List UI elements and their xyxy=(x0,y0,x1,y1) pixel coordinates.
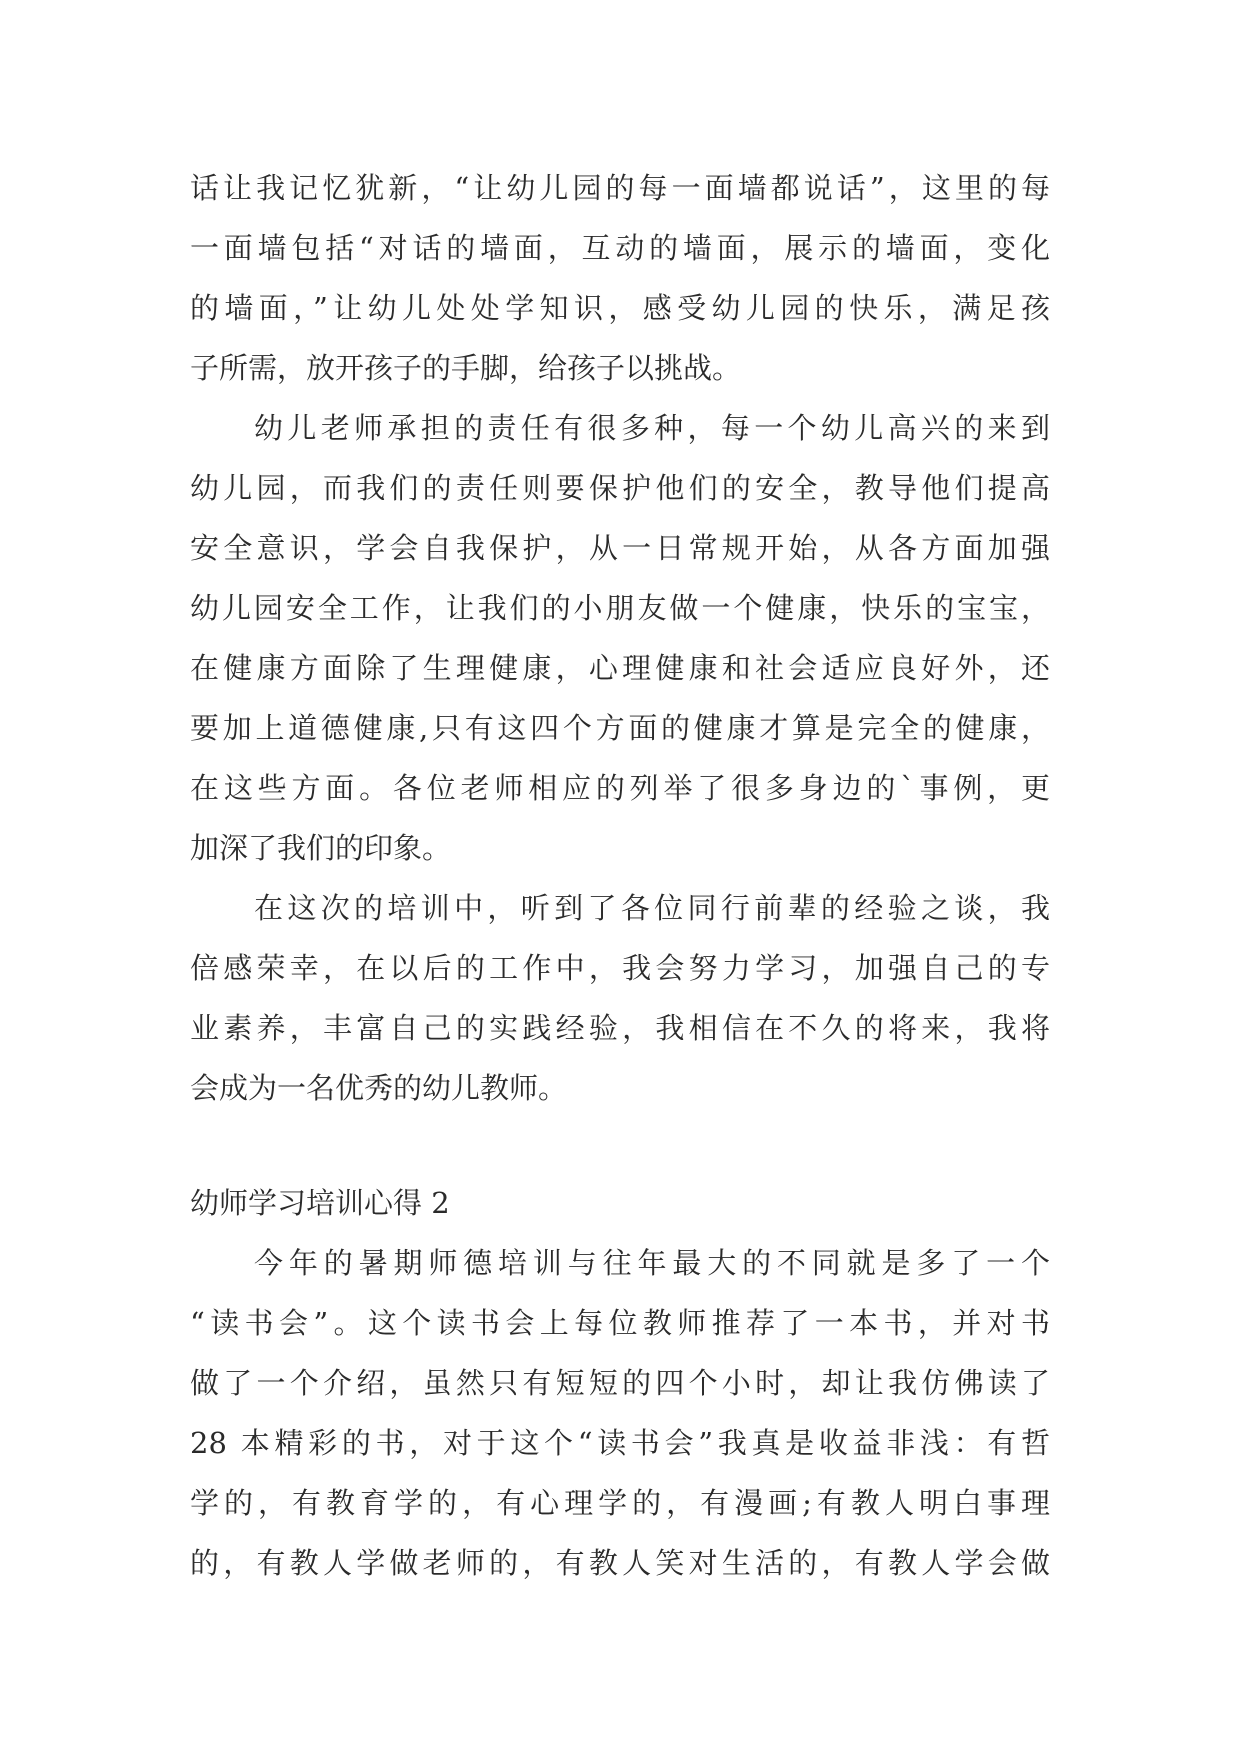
paragraph-line: “读书会”。这个读书会上每位教师推荐了一本书，并对书 xyxy=(190,1306,1050,1340)
paragraph-line: 做了一个介绍，虽然只有短短的四个小时，却让我仿佛读了 xyxy=(190,1366,1050,1400)
paragraph-line: 话让我记忆犹新，“让幼儿园的每一面墙都说话”，这里的每 xyxy=(190,171,1050,205)
paragraph-line: 子所需，放开孩子的手脚，给孩子以挑战。 xyxy=(190,351,742,385)
paragraph-line: 在这次的培训中，听到了各位同行前辈的经验之谈，我 xyxy=(254,891,1050,925)
paragraph-line: 在这些方面。各位老师相应的列举了很多身边的`事例，更 xyxy=(190,771,1050,805)
paragraph-line: 安全意识，学会自我保护，从一日常规开始，从各方面加强 xyxy=(190,531,1050,565)
paragraph-line: 幼儿老师承担的责任有很多种，每一个幼儿高兴的来到 xyxy=(254,411,1050,445)
paragraph-line: 在健康方面除了生理健康，心理健康和社会适应良好外，还 xyxy=(190,651,1050,685)
paragraph-line: 倍感荣幸，在以后的工作中，我会努力学习，加强自己的专 xyxy=(190,951,1050,985)
section-heading: 幼师学习培训心得 2 xyxy=(190,1186,450,1220)
section-2 xyxy=(190,1173,1050,1593)
paragraph-2 xyxy=(190,398,1050,878)
paragraph-3 xyxy=(190,878,1050,1118)
paragraph-line: 幼儿园安全工作，让我们的小朋友做一个健康，快乐的宝宝， xyxy=(190,591,1050,625)
paragraph-line: 幼儿园，而我们的责任则要保护他们的安全，教导他们提高 xyxy=(190,471,1050,505)
paragraph-line: 今年的暑期师德培训与往年最大的不同就是多了一个 xyxy=(254,1246,1050,1280)
paragraph-line: 的墙面，”让幼儿处处学知识，感受幼儿园的快乐，满足孩 xyxy=(190,291,1050,325)
paragraph-line: 会成为一名优秀的幼儿教师。 xyxy=(190,1071,568,1105)
paragraph-line: 业素养，丰富自己的实践经验，我相信在不久的将来，我将 xyxy=(190,1011,1050,1045)
paragraph-line: 要加上道德健康,只有这四个方面的健康才算是完全的健康， xyxy=(190,711,1050,745)
paragraph-line: 28 本精彩的书，对于这个“读书会”我真是收益非浅：有哲 xyxy=(190,1426,1050,1460)
document-body xyxy=(190,158,1050,1593)
paragraph-line: 学的，有教育学的，有心理学的，有漫画;有教人明白事理 xyxy=(190,1486,1050,1520)
paragraph-line: 的，有教人学做老师的，有教人笑对生活的，有教人学会做 xyxy=(190,1546,1050,1580)
paragraph-line: 一面墙包括“对话的墙面，互动的墙面，展示的墙面，变化 xyxy=(190,231,1050,265)
section-gap xyxy=(190,1118,1050,1173)
paragraph-1 xyxy=(190,158,1050,398)
paragraph-line: 加深了我们的印象。 xyxy=(190,831,452,865)
